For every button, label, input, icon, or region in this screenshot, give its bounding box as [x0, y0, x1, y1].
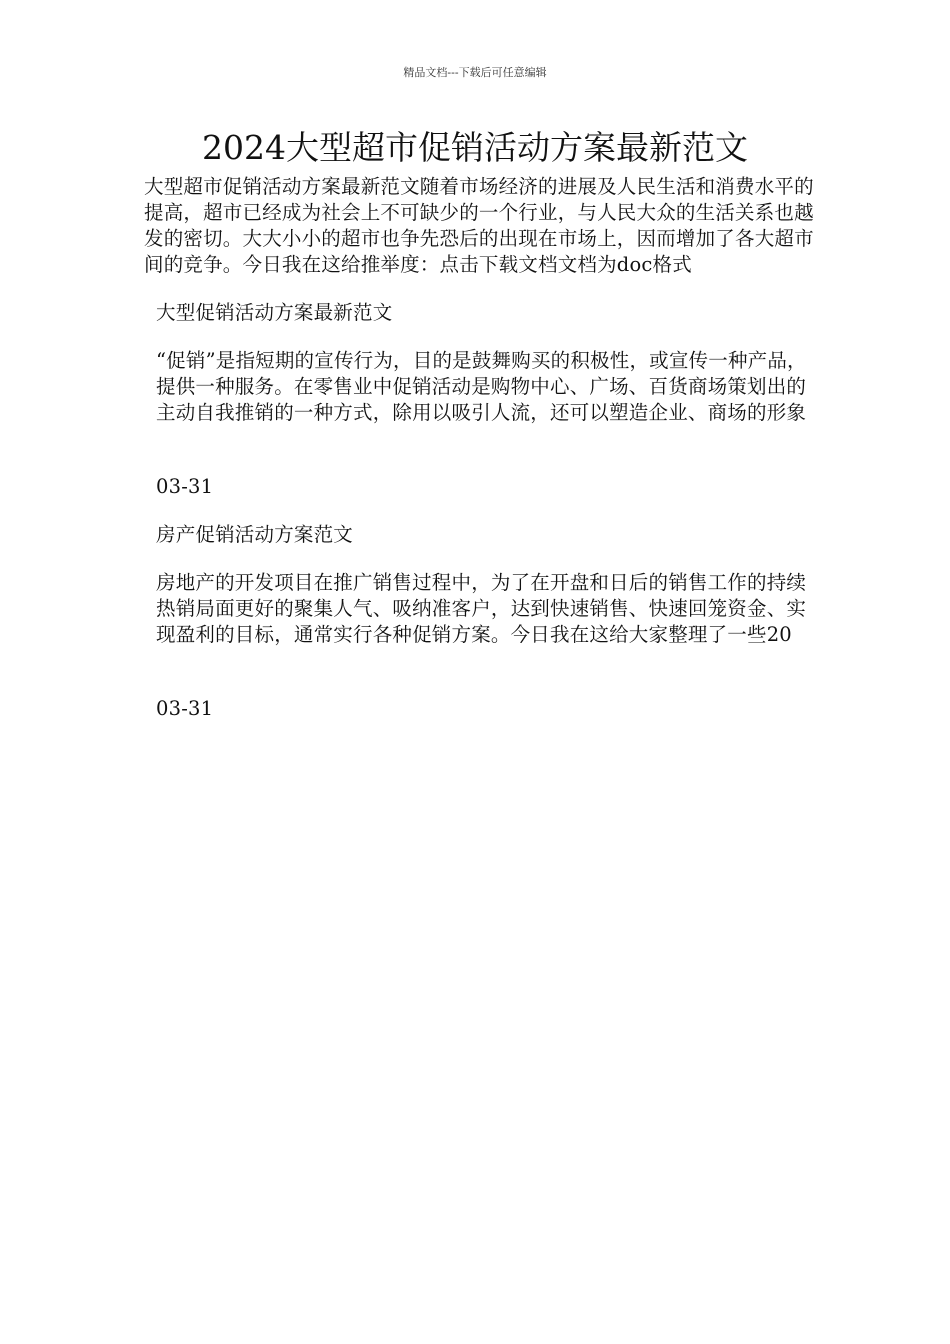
article-summary-2: 房地产的开发项目在推广销售过程中，为了在开盘和日后的销售工作的持续热销局面更好的聚集人气、吸纳准客户，达到快速销售、快速回笼资金、实现盈利的目标，通常实行各种促销方案。今日我在这给大家整理了一些20 — [156, 571, 807, 646]
intro-paragraph: 大型超市促销活动方案最新范文随着市场经济的进展及人民生活和消费水平的提高，超市已经成为社会上不可缺少的一个行业，与人民大众的生活关系也越发的密切。大大小小的超市也争先恐后的出现在市场上，因而增加了各大超市间的竞争。今日我在这给推举度：点击下载文档文档为doc格式 — [144, 175, 814, 276]
article-summary-1: “促销”是指短期的宣传行为，目的是鼓舞购买的积极性，或宣传一种产品，提供一种服务。在零售业中促销活动是购物中心、广场、百货商场策划出的主动自我推销的一种方式，除用以吸引人流，还可以塑造企业、商场的形象 — [156, 349, 807, 424]
article-heading-1[interactable]: 大型促销活动方案最新范文 — [156, 301, 393, 324]
document-body — [144, 174, 816, 722]
article-heading-2[interactable]: 房产促销活动方案范文 — [156, 523, 354, 546]
page-header-note: 精品文档---下载后可任意编辑 — [403, 66, 547, 79]
article-date-1: 03-31 — [156, 475, 214, 498]
article-date-2: 03-31 — [156, 697, 214, 720]
document-title: 2024大型超市促销活动方案最新范文 — [202, 128, 748, 167]
